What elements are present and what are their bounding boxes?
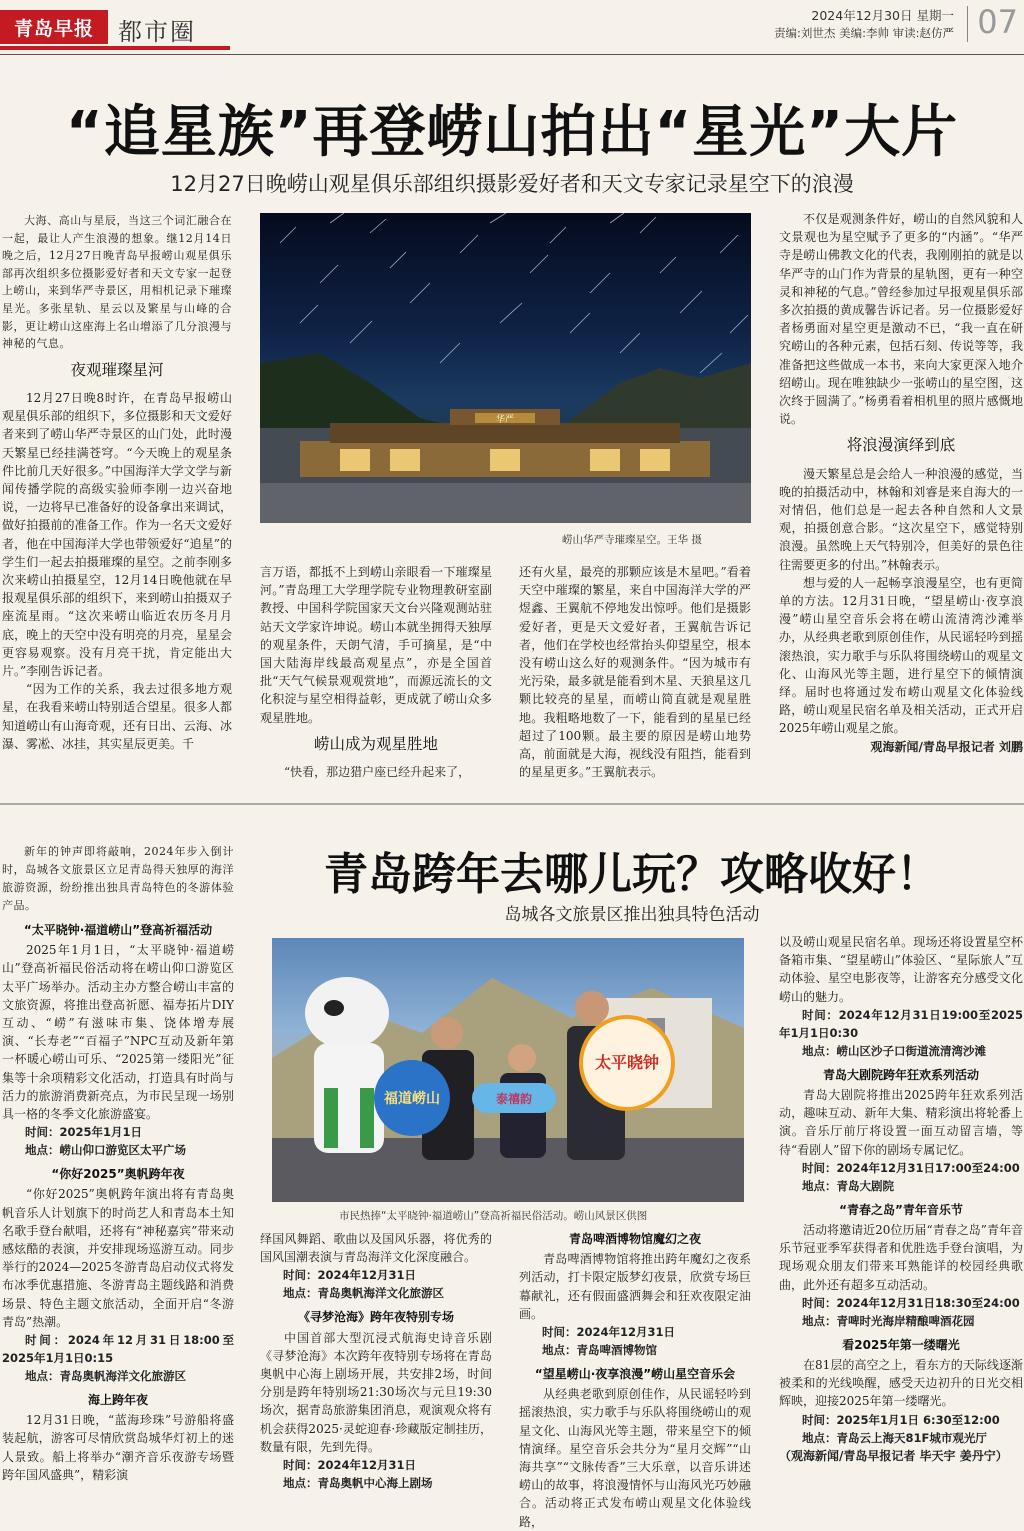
section-name: 都市圈	[118, 18, 196, 46]
event-description: 在81层的高空之上，看东方的天际线逐渐被柔和的光线唤醒，感受天边初升的日光交相辉映，迎接2025年第一缕曙光。	[779, 1358, 1023, 1409]
event-place: 地点：青岛大剧院	[802, 1178, 894, 1193]
issue-date: 2024年12月30日 星期一	[811, 8, 954, 23]
story1-headline: “追星族”再登崂山拍出“星光”大片	[65, 100, 959, 165]
event-time: 时间：2025年1月1日 6:30至12:00	[802, 1412, 1000, 1427]
event-description: 以及崂山观星民宿名单。现场还将设置星空杯备箱市集、“望星崂山”体验区、“星际旅人”互动体验、星空电影夜等，让游客充分感受文化崂山的魅力。	[779, 935, 1023, 1004]
event-title: 《寻梦沧海》跨年夜特别专场	[297, 1310, 454, 1325]
story1-photo-caption: 崂山华严寺璀璨星空。王华 摄	[562, 534, 702, 546]
story1-intro: 大海、高山与星辰，当这三个词汇融合在一起，最让人产生浪漫的想象。继12月14日晚之后，12月27日晚青岛早报崂山观星俱乐部再次组织多位摄影爱好者和天文专家一起登上崂山，来到华严寺景区，用相机记录下璀璨星光。多张星轨、星云以及繁星与山峰的合影，更让崂山这座海上名山增添了几分浪漫与神秘的气息。	[2, 214, 232, 351]
story-divider	[0, 803, 1024, 805]
event-time: 时间：2024年12月31日18:00至2025年1月1日0:15	[2, 1333, 234, 1366]
event-time: 时间：2024年12月31日18:30至24:00	[802, 1295, 1020, 1310]
story2-subheadline: 岛城各文旅景区推出独具特色活动	[504, 905, 760, 925]
story1-subhead-stargazing-site: 崂山成为观星胜地	[313, 734, 438, 753]
event-time: 时间：2025年1月1日	[25, 1125, 143, 1140]
story1-paragraph: 12月27日晚8时许，在青岛早报崂山观星俱乐部的组织下，多位摄影和天文爱好者来到了崂山华严寺景区的山门处，此时漫天繁星已经挂满苍穹。“今天晚上的观星条件比前几天好很多。”中国海洋大学文学与新闻传播学院的高级实验师李刚一边兴奋地说，一边将早已准备好的设备拿出来调试，做好拍摄前的准备工作。作为一名天文爱好者，他在中国海洋大学也带领爱好“追星”的学生们一起去拍摄璀璨的星空。之前李刚多次来崂山拍摄星空，12月14日晚他就在早报观星俱乐部的组织下，来到崂山拍摄双子座流星雨。“这次来崂山临近农历冬月月底，晚上的天空中没有明亮的月亮，星星会更容易观察。没有月亮干扰，肯定能出大片。”李刚告诉记者。	[2, 390, 232, 678]
event-description: “你好2025”奥帆跨年演出将有青岛奥帆音乐人计划旗下的时尚艺人和青岛本土知名歌手登台献唱，还将有“神秘嘉宾”带来动感炫酷的表演，并安排现场巡游互动。同步举行的2024—2025冬游青岛启动仪式将发布冰季优惠措施、冬游青岛主题线路和消费场景、特色主题文旅活动，全面开启“冬游青岛”热潮。	[2, 1187, 234, 1329]
story1-paragraph: “快看，那边猎户座已经升起来了，	[284, 765, 471, 780]
story1-byline: 观海新闻/青岛早报记者 刘鹏	[870, 739, 1023, 754]
story2-intro: 新年的钟声即将敲响，2024年步入倒计时，岛城各文旅景区立足青岛得天独厚的海洋旅游资源，纷纷推出独具青岛特色的冬游体验产品。	[2, 845, 234, 912]
event-description: 活动将邀请近20位历届“青春之岛”青年音乐节冠亚季军获得者和优胜选手登台演唱，为现场观众朋友们带来耳熟能详的校园经典歌曲，此外还有超多互动活动。	[779, 1223, 1023, 1292]
event-title: 看2025年第一缕曙光	[842, 1337, 960, 1352]
event-title: 青岛大剧院跨年狂欢系列活动	[822, 1067, 979, 1082]
story2-photo-festival-crowd	[272, 938, 744, 1202]
story1-paragraph: 言万语，都抵不上到崂山亲眼看一下璀璨星河。”青岛理工大学理学院专业物理教研室副教授、中国科学院国家天文台兴隆观测站驻站天文学家许坤说。崂山本就坐拥得天独厚的观星条件，天朗气清，手可摘星，是“中国大陆海岸线最高观星点”，亦是全国首批“天气气候景观观赏地”，而源远流长的文化积淀与星空相得益彰，更成就了崂山众多观星胜地。	[260, 565, 492, 725]
story1-paragraph: 还有火星，最亮的那颗应该是木星吧。”看着天空中璀璨的繁星，来自中国海洋大学的严煜鑫、王翼航不停地发出惊呼。他们是摄影爱好者，更是天文爱好者，王翼航告诉记者，他们在学校也经常抬头仰望星空，根本没有崂山这么好的观测条件。“因为城市有光污染，最多就是能看到木星、天狼星这几颗比较亮的星星，而崂山简直就是观星胜地。我粗略地数了一下，能看到的星星已经超过了100颗。最主要的原因是崂山地势高，前面就是大海，视线没有阻挡，能看到的星星更多。”王翼航表示。	[519, 565, 751, 780]
story2-column-2	[260, 1230, 492, 1530]
masthead-divider	[967, 6, 968, 42]
newspaper-logo: 青岛早报	[0, 10, 108, 44]
event-description: 青岛啤酒博物馆将推出跨年魔幻之夜系列活动，打卡限定版梦幻夜景，欣赏专场巨幕献礼，还有假面盛洒舞会和狂欢夜限定油画。	[519, 1252, 751, 1321]
masthead-accent-bar	[0, 46, 230, 50]
story1-column-2	[260, 563, 492, 795]
event-place: 地点：青啤时光海岸精酿啤酒花园	[802, 1313, 975, 1328]
event-place: 地点：崂山区沙子口街道流清湾沙滩	[802, 1043, 986, 1058]
event-title: “你好2025”奥帆跨年夜	[51, 1167, 185, 1182]
event-place: 地点：青岛奥帆海洋文化旅游区	[25, 1369, 186, 1384]
event-title: 青岛啤酒博物馆魔幻之夜	[568, 1232, 701, 1246]
event-description: 2025年1月1日，“太平晓钟·福道崂山”登高祈福民俗活动将在崂山仰口游览区太平广场举办。活动主办方整合崂山丰富的文旅资源，将推出登高祈愿、福寿拓片DIY互动、“崂”有滋味市集、饶体增寿展演、“长寿老”“百福子”NPC互动及新年第一杯暖心崂山可乐、“2025第一缕阳光”征集等十余项精彩文化活动，打造具有时尚与活力的旅游消费新亮点，为市民呈现一场别具一格的冬季文化旅游盛宴。	[2, 943, 234, 1122]
story1-paragraph: 想与爱的人一起畅享浪漫星空，也有更简单的方法。12月31日晚，“望星崂山·夜享浪漫”崂山星空音乐会将在崂山流清湾沙滩举办，从经典老歌到原创佳作，从民谣轻吟到摇滚热浪，实力歌手与乐队将围绕崂山的观星文化、山海风光等主题，进行星空下的倾情演绎。届时也将通过发布崂山观星文化体验线路，崂山观星民宿名单及相关活动，正式开启2025年崂山观星之旅。	[779, 575, 1023, 736]
event-place: 地点：青岛啤酒博物馆	[542, 1343, 657, 1358]
event-place: 地点：崂山仰口游览区太平广场	[25, 1143, 186, 1158]
page-number: 07	[977, 3, 1018, 41]
story2-column-3	[519, 1230, 751, 1530]
event-title: “太平晓钟·福道崂山”登高祈福活动	[23, 923, 213, 937]
story1-subhead-stargazing: 夜观璀璨星河	[70, 360, 164, 379]
editor-credits: 责编:刘世杰 美编:李帅 审读:赵仿严	[774, 26, 954, 40]
event-title: “望星崂山·夜享浪漫”崂山星空音乐会	[534, 1367, 736, 1382]
event-description: 从经典老歌到原创佳作，从民谣轻吟到摇滚热浪，实力歌手与乐队将围绕崂山的观星文化、山海风光等主题，带来星空下的倾情演绎。星空音乐会共分为“星月交辉”“山海共享”“文脉传香”三大乐章，以音乐讲述崂山的故事，将浪漫情怀与山海风光巧妙融合。活动将正式发布崂山观星文化体验线路，	[519, 1387, 751, 1529]
masthead	[0, 0, 1024, 55]
event-title: 海上跨年夜	[87, 1393, 148, 1408]
story2-photo-caption: 市民热捧“太平晓钟·福道崂山”登高祈福民俗活动。崂山风景区供图	[339, 1210, 648, 1222]
event-place: 地点：青岛奥帆海洋文化旅游区	[283, 1286, 444, 1301]
story2-column-1	[2, 843, 234, 1531]
event-time: 时间：2024年12月31日	[542, 1325, 676, 1340]
sign-text: 福道崂山	[384, 1091, 440, 1107]
sign-text: 泰禧韵	[495, 1092, 533, 1106]
event-time: 时间：2024年12月31日	[283, 1268, 417, 1283]
event-time: 时间：2024年12月31日	[283, 1458, 417, 1473]
event-description: 12月31日晚，“蓝海珍珠”号游船将盛装起航，游客可尽情欣赏岛城华灯初上的迷人景致。船上将举办“潮齐音乐夜游专场暨跨年国风盛典”，精彩演	[2, 1413, 234, 1482]
event-place: 地点：青岛奥帆中心海上剧场	[283, 1476, 433, 1491]
event-time: 时间：2024年12月31日19:00至2025年1月1日0:30	[779, 1007, 1023, 1040]
event-title: “青春之岛”青年音乐节	[839, 1202, 963, 1217]
story1-paragraph: 漫天繁星总是会给人一种浪漫的感觉，当晚的拍摄活动中，林翰和刘睿是来自海大的一对情侣，他们总是一起去各种自然和人文景观，拍摄创意合影。“这次星空下，感觉特别浪漫。虽然晚上天气特别冷，但美好的景色往往需要更多的付出。”林翰表示。	[779, 466, 1023, 572]
story1-paragraph: “因为工作的关系，我去过很多地方观星，在我看来崂山特别适合望星。很多人都知道崂山有山海奇观，还有日出、云海、冰瀑、雾凇、冰挂，其实星辰更美。千	[2, 682, 232, 751]
event-time: 时间：2024年12月31日17:00至24:00	[802, 1160, 1020, 1175]
event-description: 中国首部大型沉浸式航海史诗音乐剧《寻梦沧海》本次跨年夜特别专场将在青岛奥帆中心海上剧场开展，共安排2场，时间分别是跨年特别场21:30场次与元旦19:30场次，据青岛旅游集团消息，观演观众将有机会获得2025·灵蛇迎春·珍藏版定制挂历，数量有限，先到先得。	[260, 1330, 492, 1454]
story1-column-3	[519, 563, 751, 795]
sign-text: 太平晓钟	[594, 1053, 660, 1072]
star-trails-illustration	[260, 213, 751, 523]
story1-subheadline: 12月27日晚崂山观星俱乐部组织摄影爱好者和天文专家记录星空下的浪漫	[170, 172, 854, 196]
story2-headline: 青岛跨年去哪儿玩？攻略收好！	[324, 849, 940, 900]
story1-subhead-romance: 将浪漫演绎到底	[846, 436, 956, 455]
story2-column-4	[779, 933, 1023, 1531]
story1-paragraph: 不仅是观测条件好，崂山的自然风貌和人文景观也为星空赋予了更多的“内涵”。“华严寺是崂山佛教文化的代表，我刚刚拍的就是以华严寺的山门作为背景的星轨图，更有一种空灵和神秘的气息。”曾经参加过早报观星俱乐部多次拍摄的黄成馨告诉记者。另一位摄影爱好者杨勇面对星空更是激动不已，“我一直在研究崂山的各种元素，包括石刻、传说等等，我准备把这些做成一本书，来向大家更深入地介绍崂山。现在唯独缺少一张崂山的星空图，这次终于圆满了。”杨勇看着相机里的照片感慨地说。	[779, 212, 1023, 427]
festival-photo-illustration	[272, 938, 744, 1202]
temple-sign: 华严	[495, 415, 515, 425]
story1-photo-star-trails	[260, 213, 751, 523]
story1-column-1	[2, 212, 232, 792]
event-description: 青岛大剧院将推出2025跨年狂欢系列活动，趣味互动、新年大集、精彩演出将轮番上演。音乐厅前厅将设置一面互动留言墙，等待“看剧人”留下你的剧场专属记忆。	[779, 1088, 1023, 1157]
event-description: 绎国风舞蹈、歌曲以及国风乐器，将优秀的国风国潮表演与青岛海洋文化深度融合。	[260, 1232, 492, 1265]
story2-byline: （观海新闻/青岛早报记者 毕天宇 姜丹宁）	[779, 1448, 1008, 1463]
story1-column-4	[779, 210, 1023, 796]
event-place: 地点：青岛云上海天81F城市观光厅	[802, 1430, 987, 1445]
